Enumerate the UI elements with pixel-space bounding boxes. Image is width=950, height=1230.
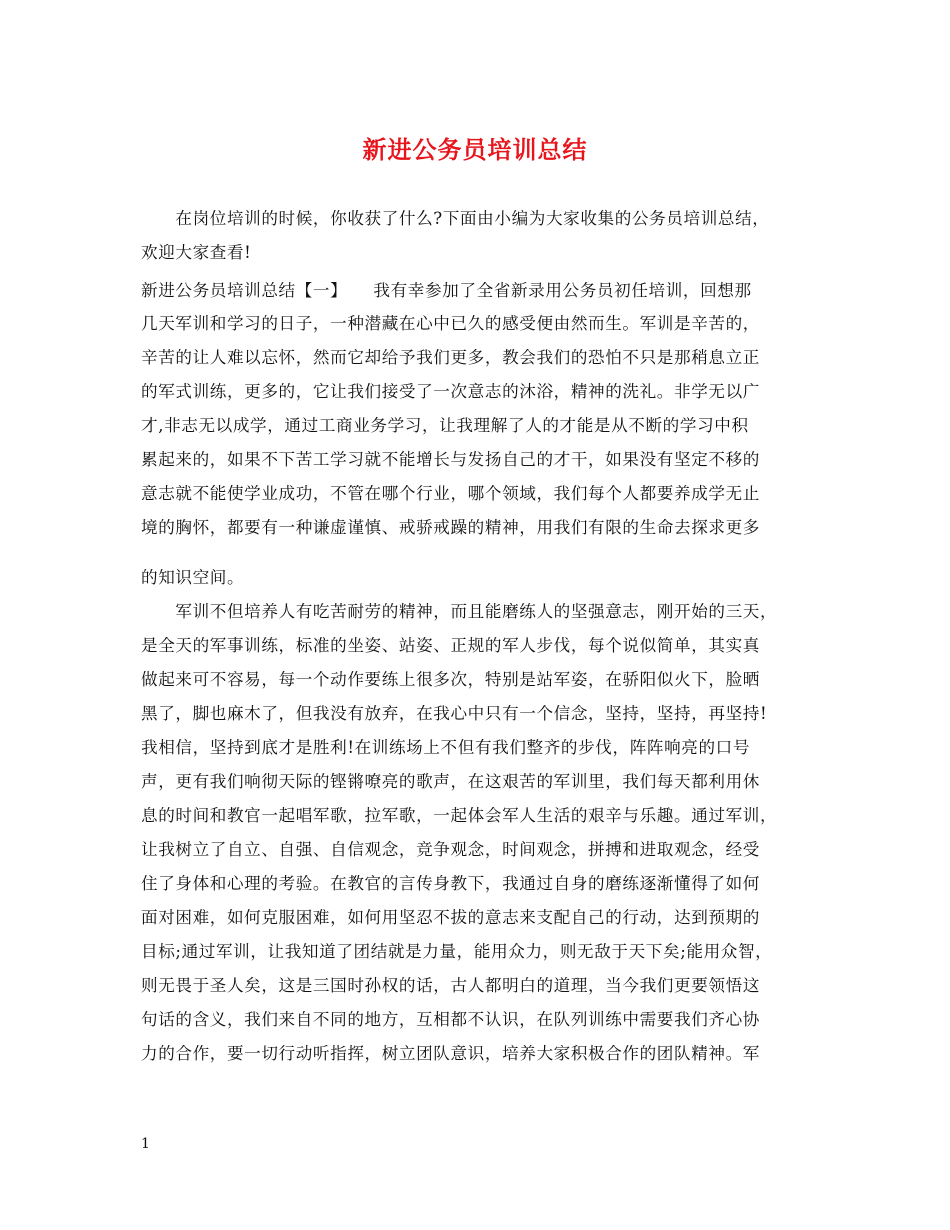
body-line: 力的合作，要一切行动听指挥，树立团队意识，培养大家积极合作的团队精神。军: [141, 1044, 760, 1063]
body-line: 让我树立了自立、自强、自信观念，竞争观念，时间观念，拼搏和进取观念，经受: [141, 840, 760, 859]
body-line: 欢迎大家查看!: [141, 243, 252, 262]
body-line: 是全天的军事训练，标准的坐姿、站姿、正规的军人步伐，每个说似简单，其实真: [141, 636, 760, 655]
document-title: 新进公务员培训总结: [362, 136, 588, 164]
body-line: 军训不但培养人有吃苦耐劳的精神，而且能磨练人的坚强意志，刚开始的三天，: [141, 602, 778, 621]
body-line: 才,非志无以成学，通过工商业务学习，让我理解了人的才能是从不断的学习中积: [141, 416, 749, 435]
body-line: 意志就不能使学业成功，不管在哪个行业，哪个领域，我们每个人都要养成学无止: [141, 484, 760, 503]
body-line: 面对困难，如何克服困难，如何用坚忍不拔的意志来支配自己的行动，达到预期的: [141, 908, 760, 927]
body-line: 在岗位培训的时候，你收获了什么?下面由小编为大家收集的公务员培训总结，: [141, 209, 770, 228]
body-line: 我相信，坚持到底才是胜利!在训练场上不但有我们整齐的步伐，阵阵响亮的口号: [141, 738, 751, 757]
body-line: 目标;通过军训，让我知道了团结就是力量，能用众力，则无敌于天下矣;能用众智，: [141, 942, 773, 961]
body-line: 的知识空间。: [141, 568, 245, 587]
body-line: 境的胸怀，都要有一种谦虚谨慎、戒骄戒躁的精神，用我们有限的生命去探求更多: [141, 518, 760, 537]
body-line: 累起来的，如果不下苦工学习就不能增长与发扬自己的才干，如果没有坚定不移的: [141, 450, 760, 469]
body-line: 做起来可不容易，每一个动作要练上很多次，特别是站军姿，在骄阳似火下，脸晒: [141, 670, 760, 689]
body-line: 黑了，脚也麻木了，但我没有放弃，在我心中只有一个信念，坚持，坚持，再坚持!: [141, 704, 768, 723]
body-line: 息的时间和教官一起唱军歌，拉军歌，一起体会军人生活的艰辛与乐趣。通过军训，: [141, 806, 778, 825]
body-line: 辛苦的让人难以忘怀，然而它却给予我们更多，教会我们的恐怕不只是那稍息立正: [141, 348, 760, 367]
body-line: 的军式训练，更多的，它让我们接受了一次意志的沐浴，精神的洗礼。非学无以广: [141, 382, 760, 401]
body-line: 几天军训和学习的日子，一种潜藏在心中已久的感受便由然而生。军训是辛苦的，: [141, 314, 760, 333]
body-line: 声，更有我们响彻天际的铿锵嘹亮的歌声，在这艰苦的军训里，我们每天都利用休: [141, 772, 760, 791]
body-line: 住了身体和心理的考验。在教官的言传身教下，我通过自身的磨练逐渐懂得了如何: [141, 874, 760, 893]
body-line: 新进公务员培训总结【一】 我有幸参加了全省新录用公务员初任培训，回想那: [141, 281, 752, 300]
body-line: 则无畏于圣人矣，这是三国时孙权的话，古人都明白的道理，当今我们更要领悟这: [141, 976, 760, 995]
body-line: 句话的含义，我们来自不同的地方，互相都不认识，在队列训练中需要我们齐心协: [141, 1010, 760, 1029]
page-number: 1: [141, 1136, 150, 1152]
